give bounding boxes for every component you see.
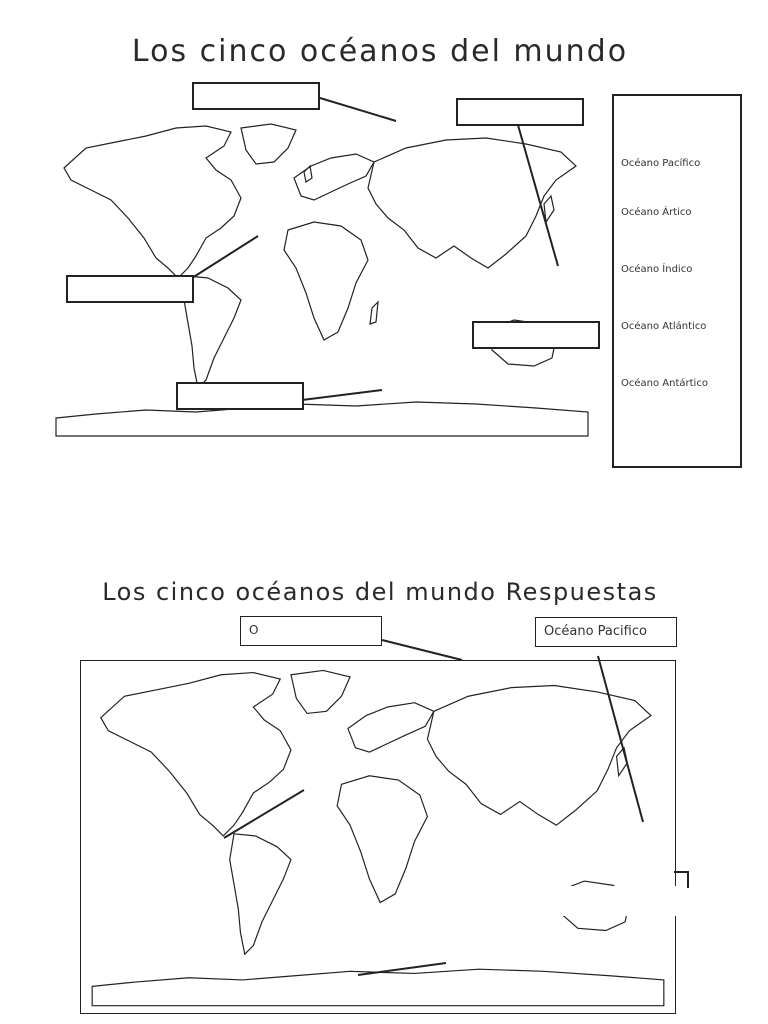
antarctica-outline (92, 969, 664, 1006)
pacific-answer-text: Océano Pacifico (544, 624, 647, 639)
europe-outline (348, 703, 434, 752)
word-bank-item: Océano Ártico (621, 207, 692, 218)
north-america-outline (64, 126, 241, 278)
greenland-outline (241, 124, 296, 164)
worksheet-title: Los cinco océanos del mundo (131, 34, 629, 69)
blank-patch (546, 886, 686, 916)
africa-outline (284, 222, 368, 340)
answer-box-arctic-filled[interactable] (240, 616, 382, 646)
world-map-answers (84, 664, 672, 1010)
madagascar-outline (370, 302, 378, 324)
answers-title: Los cinco océanos del mundo Respuestas (102, 578, 658, 606)
greenland-outline (291, 670, 350, 713)
africa-outline (337, 776, 427, 903)
answer-box-atlantic[interactable] (66, 275, 194, 303)
arctic-answer-text: O (249, 623, 259, 637)
word-bank-item: Océano Índico (621, 264, 693, 275)
word-bank (612, 94, 742, 468)
answer-box-indian[interactable] (472, 321, 600, 349)
word-bank-item: Océano Atlántico (621, 321, 707, 332)
uk-outline (304, 166, 312, 182)
south-america-outline (230, 834, 291, 954)
answer-box-arctic[interactable] (192, 82, 320, 110)
answer-box-pacific[interactable] (456, 98, 584, 126)
word-bank-item: Océano Antártico (621, 378, 708, 389)
antarctica-outline (56, 402, 588, 436)
europe-outline (294, 154, 374, 200)
answer-box-antarctic[interactable] (176, 382, 304, 410)
word-bank-item: Océano Pacífico (621, 158, 701, 169)
japan-outline (617, 748, 628, 776)
north-america-outline (101, 673, 291, 836)
japan-outline (544, 196, 554, 222)
answer-box-pacific-filled[interactable] (535, 617, 677, 647)
